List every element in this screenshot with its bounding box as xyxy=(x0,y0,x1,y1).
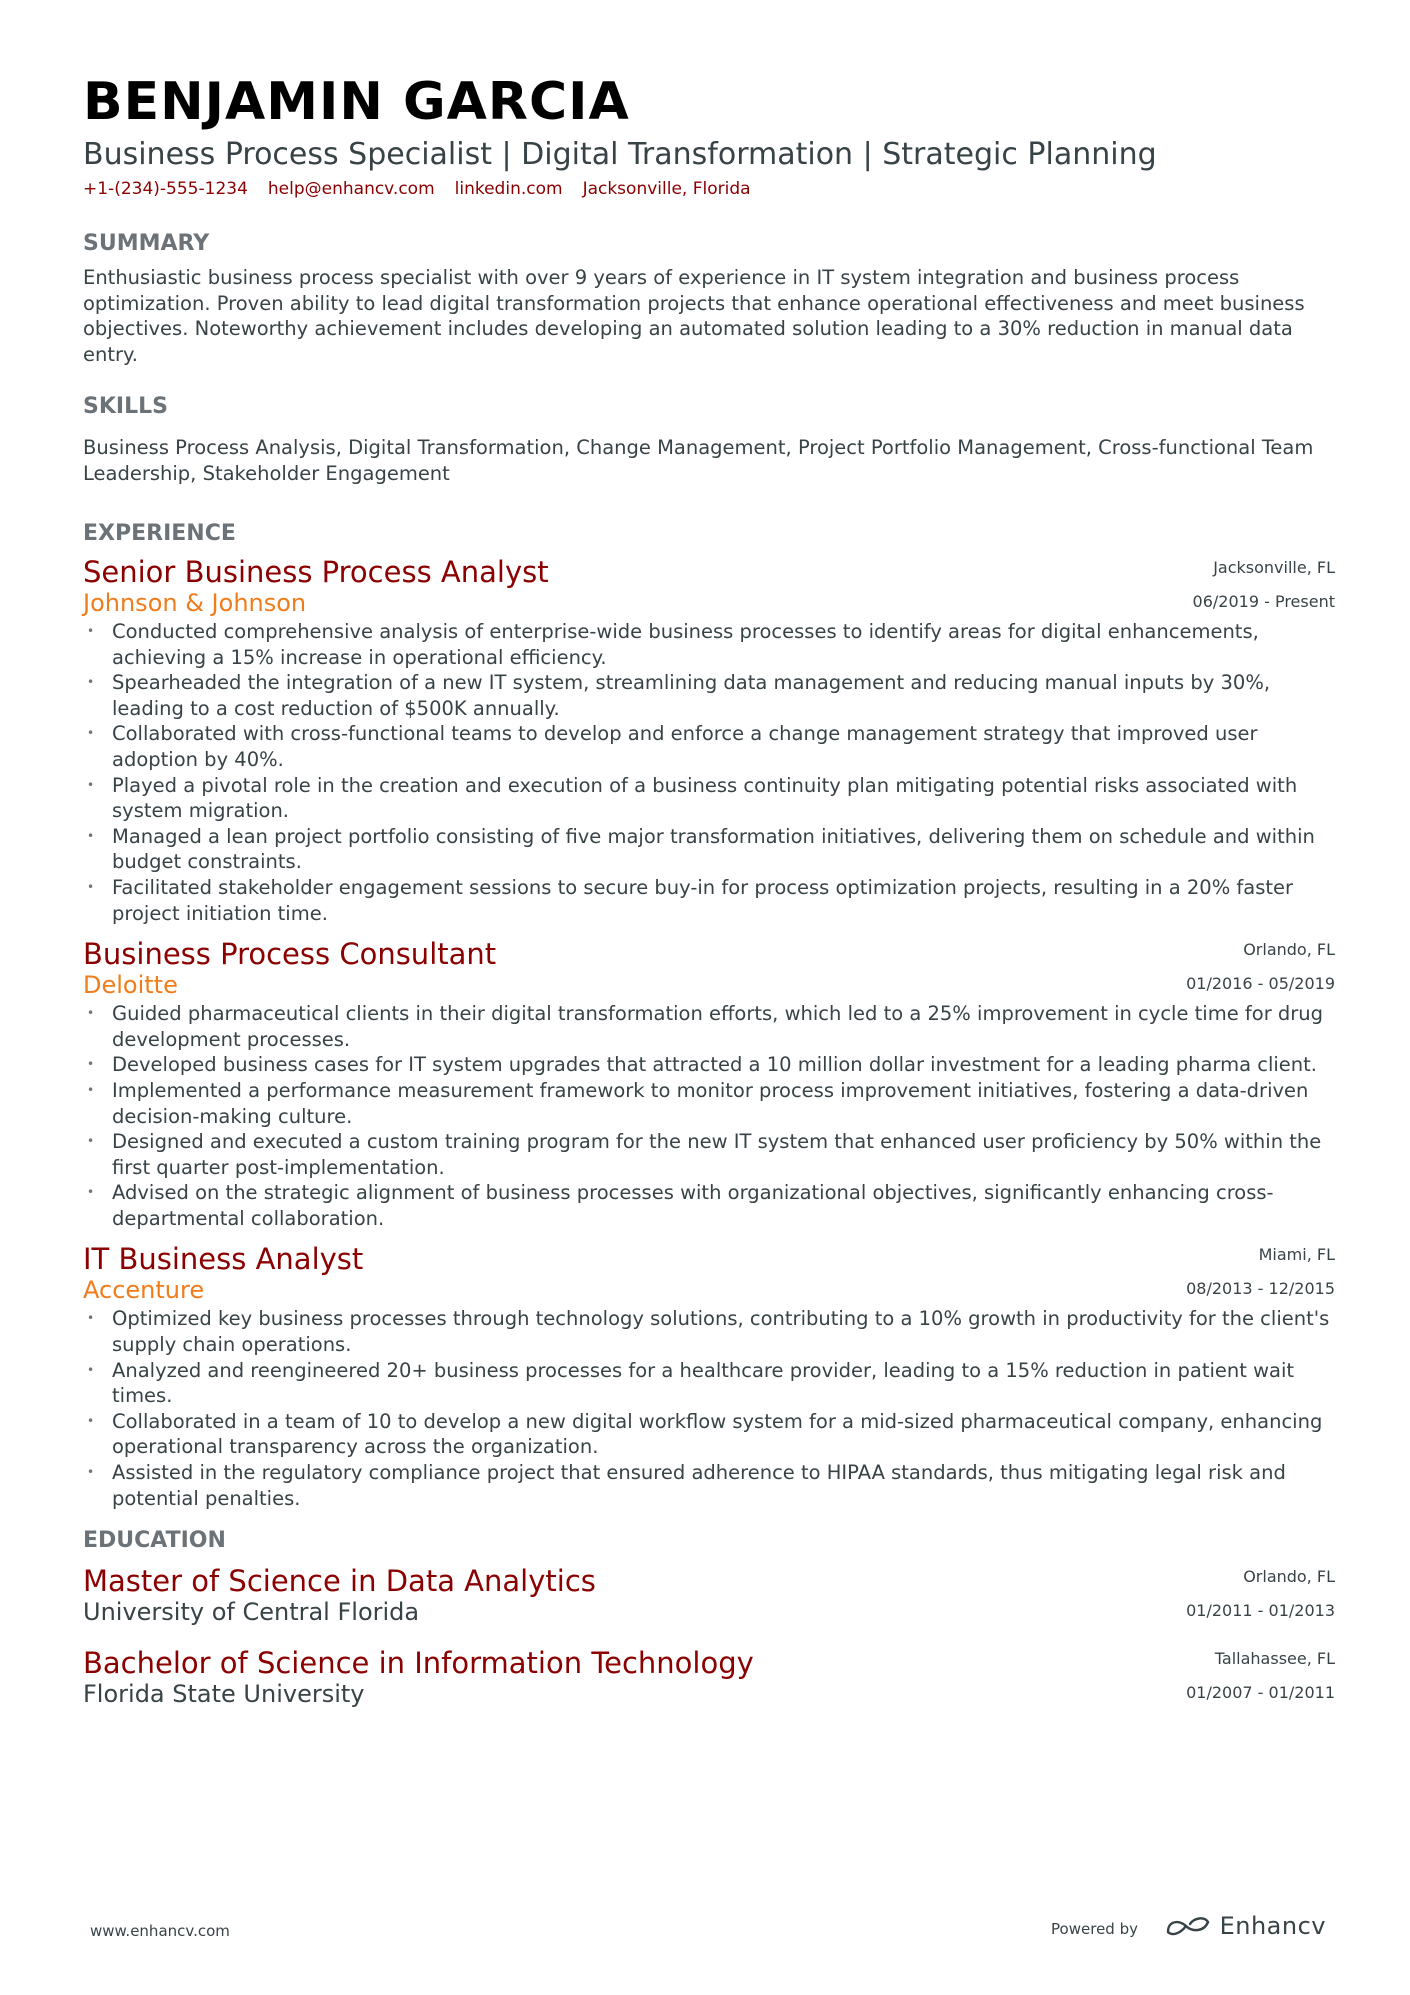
school-location: Tallahassee, FL xyxy=(1214,1649,1335,1669)
candidate-name: BENJAMIN GARCIA xyxy=(83,72,630,132)
job-bullets xyxy=(83,619,1335,926)
job-location: Jacksonville, FL xyxy=(1213,558,1335,577)
school-dates: 01/2011 - 01/2013 xyxy=(1186,1601,1335,1621)
job-dates: 01/2016 - 05/2019 xyxy=(1186,974,1335,994)
bullet-item: • Optimized key business processes through technology solutions, contributing to a 10% growth in productivity for the client's supply chain operations. xyxy=(83,1306,1335,1357)
job-title: Senior Business Process Analyst xyxy=(83,555,549,589)
bullet-item: • Guided pharmaceutical clients in their digital transformation efforts, which led to a 25% improvement in cycle time for drug development processes. xyxy=(83,1001,1335,1052)
powered-by-label: Powered by xyxy=(1051,1920,1138,1938)
enhancv-logo-icon xyxy=(1164,1914,1212,1938)
footer-url[interactable]: www.enhancv.com xyxy=(90,1922,230,1940)
company-name: Johnson & Johnson xyxy=(83,589,307,617)
job-location: Orlando, FL xyxy=(1243,940,1335,960)
job-bullets xyxy=(83,1001,1335,1231)
bullet-item: • Advised on the strategic alignment of business processes with organizational objectives, significantly enhancing cross-departmental collaboration. xyxy=(83,1180,1335,1231)
contact-email[interactable]: help@enhancv.com xyxy=(267,179,435,199)
bullet-item: • Collaborated in a team of 10 to develop a new digital workflow system for a mid-sized pharmaceutical company, enhancing operational transparency across the organization. xyxy=(83,1409,1335,1460)
school-location: Orlando, FL xyxy=(1243,1567,1335,1587)
education-entry xyxy=(83,1563,1335,1627)
company-name: Deloitte xyxy=(83,971,178,1000)
summary-heading: SUMMARY xyxy=(83,231,210,256)
school-name: Florida State University xyxy=(83,1680,365,1709)
experience-entry-header xyxy=(83,1241,1335,1305)
contact-linkedin[interactable]: linkedin.com xyxy=(454,179,563,199)
contact-phone[interactable]: +1-(234)-555-1234 xyxy=(83,179,248,199)
bullet-item: • Analyzed and reengineered 20+ business processes for a healthcare provider, leading to a 15% reduction in patient wait times. xyxy=(83,1358,1335,1409)
brand-logo[interactable] xyxy=(1164,1912,1326,1940)
brand-name: Enhancv xyxy=(1219,1912,1326,1940)
bullet-item: • Facilitated stakeholder engagement sessions to secure buy-in for process optimization projects, resulting in a 20% faster project initiation time. xyxy=(83,875,1335,926)
resume-content xyxy=(83,70,1335,1709)
experience-entry-header xyxy=(83,554,1335,618)
education-entry xyxy=(83,1645,1335,1709)
contact-location: Jacksonville, Florida xyxy=(582,179,751,199)
skills-heading: SKILLS xyxy=(83,394,168,419)
education-entry-header xyxy=(83,1645,1335,1709)
contact-line xyxy=(83,178,1335,200)
experience-entry xyxy=(83,936,1335,1231)
degree-title: Bachelor of Science in Information Technology xyxy=(83,1646,754,1681)
degree-title: Master of Science in Data Analytics xyxy=(83,1564,596,1599)
footer xyxy=(90,1912,1326,1952)
bullet-item: • Managed a lean project portfolio consisting of five major transformation initiatives, delivering them on schedule and within budget constraints. xyxy=(83,824,1335,875)
experience-entry-header xyxy=(83,936,1335,1000)
school-name: University of Central Florida xyxy=(83,1598,420,1627)
job-title: Business Process Consultant xyxy=(83,937,497,972)
experience-entry xyxy=(83,1241,1335,1511)
education-entry-header xyxy=(83,1563,1335,1627)
bullet-item: • Spearheaded the integration of a new IT system, streamlining data management and reducing manual inputs by 30%, leading to a cost reduction of $500K annually. xyxy=(83,670,1335,721)
bullet-item: • Assisted in the regulatory compliance project that ensured adherence to HIPAA standards, thus mitigating legal risk and potential penalties. xyxy=(83,1460,1335,1511)
job-dates: 06/2019 - Present xyxy=(1192,592,1335,611)
job-title: IT Business Analyst xyxy=(83,1242,364,1277)
skills-text: Business Process Analysis, Digital Transformation, Change Management, Project Portfolio Management, Cross-functional Team Leadership, Stakeholder Engagement xyxy=(83,436,1314,485)
education-list xyxy=(83,1563,1335,1709)
experience-heading: EXPERIENCE xyxy=(83,521,236,546)
job-bullets xyxy=(83,1306,1335,1511)
summary-text: Enthusiastic business process specialist with over 9 years of experience in IT system integration and business process optimization. Proven ability to lead digital transformation projects that enhance operational effectiveness and meet business objectives. Noteworthy achievement includes developing an automated solution leading to a 30% reduction in manual data entry. xyxy=(83,266,1305,366)
job-dates: 08/2013 - 12/2015 xyxy=(1186,1279,1335,1299)
company-name: Accenture xyxy=(83,1276,205,1305)
education-heading: EDUCATION xyxy=(83,1528,226,1554)
bullet-item: • Collaborated with cross-functional teams to develop and enforce a change management strategy that improved user adoption by 40%. xyxy=(83,721,1335,772)
bullet-item: • Conducted comprehensive analysis of enterprise-wide business processes to identify areas for digital enhancements, achieving a 15% increase in operational efficiency. xyxy=(83,619,1335,670)
bullet-item: • Designed and executed a custom training program for the new IT system that enhanced user proficiency by 50% within the first quarter post-implementation. xyxy=(83,1129,1335,1180)
candidate-headline: Business Process Specialist | Digital Transformation | Strategic Planning xyxy=(83,137,1157,172)
experience-entry xyxy=(83,554,1335,926)
job-location: Miami, FL xyxy=(1258,1245,1335,1265)
experience-list xyxy=(83,554,1335,1511)
school-dates: 01/2007 - 01/2011 xyxy=(1186,1683,1335,1703)
bullet-item: • Played a pivotal role in the creation and execution of a business continuity plan mitigating potential risks associated with system migration. xyxy=(83,773,1335,824)
bullet-item: • Implemented a performance measurement framework to monitor process improvement initiatives, fostering a data-driven decision-making culture. xyxy=(83,1078,1335,1129)
bullet-item: • Developed business cases for IT system upgrades that attracted a 10 million dollar investment for a leading pharma client. xyxy=(83,1052,1335,1078)
